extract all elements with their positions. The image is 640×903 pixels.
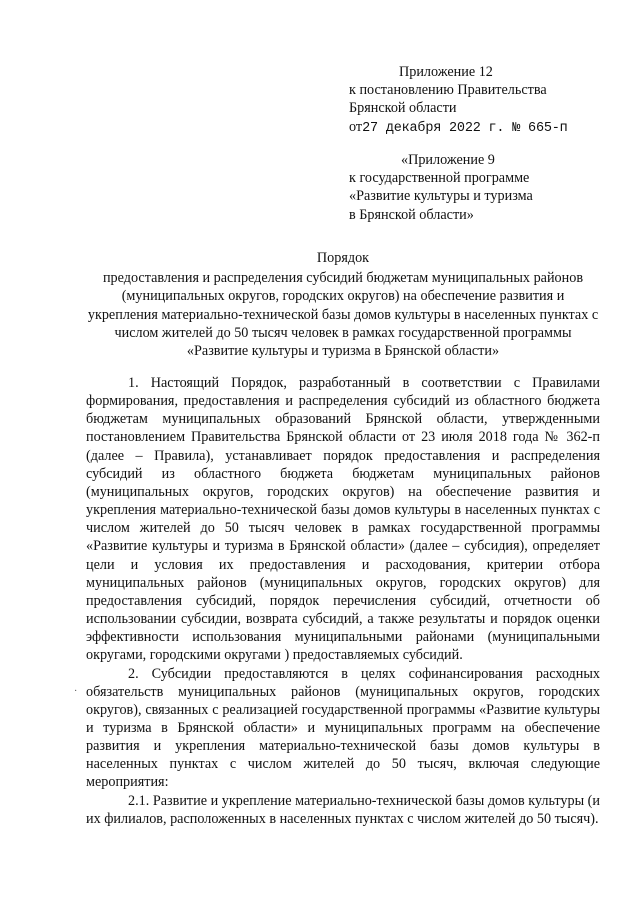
appendix-9-header xyxy=(349,151,619,224)
appendix-12-line3: Брянской области xyxy=(349,100,457,117)
appendix-12-line2: к постановлению Правительства xyxy=(349,82,547,99)
document-subtitle: предоставления и распределения субсидий бюджетам муниципальных районов (муниципальных округов, городских округов) на обеспечение развития и укрепления материально-технической базы домов культуры в населенных пунктах с числом жителей до 50 тысяч человек в рамках государственной программы «Развитие культуры и туризма в Брянской области» xyxy=(87,270,599,360)
appendix-9-title: «Приложение 9 xyxy=(401,152,495,168)
date-prefix: от xyxy=(349,118,363,135)
paragraph-2-1: 2.1. Развитие и укрепление материально-технической базы домов культуры (и их филиалов, расположенных в населенных пунктах с числом жителей до 50 тысяч). xyxy=(86,792,600,827)
appendix-12-title: Приложение 12 xyxy=(399,64,493,80)
appendix-9-line4: в Брянской области» xyxy=(349,206,474,223)
appendix-12-header xyxy=(349,63,619,138)
paragraph-2: 2. Субсидии предоставляются в целях софинансирования расходных обязательств муниципальных районов (муниципальных округов, городских округов), связанных с реализацией государственной программы «Развитие культуры и туризма в Брянской области» и муниципальных программ на обеспечение развития и укрепления материально-технической базы домов культуры в населенных пунктах с числом жителей до 50 тысяч, включая следующие мероприятия: xyxy=(86,665,600,791)
document-heading: Порядок xyxy=(316,250,370,266)
appendix-12-date-line xyxy=(349,118,619,138)
margin-mark: · xyxy=(74,686,78,697)
appendix-9-line2: к государственной программе xyxy=(349,170,530,187)
document-body xyxy=(86,374,600,828)
document-title-block xyxy=(86,249,600,360)
date-number-stamp: 27 декабря 2022 г. № 665-п xyxy=(362,120,568,136)
paragraph-1: 1. Настоящий Порядок, разработанный в соответствии с Правилами формирования, предоставления и распределения субсидий из областного бюджета бюджетам муниципальных образований Брянской области, утвержденными постановлением Правительства Брянской области от 23 июля 2018 года № 362-п (далее – Правила), устанавливает порядок предоставления и распределения субсидий из областного бюджета бюджетам муниципальных районов (муниципальных округов, городских округов) на обеспечение развития и укрепления материально-технической базы домов культуры в населенных пунктах с числом жителей до 50 тысяч человек в рамках государственной программы «Развитие культуры и туризма в Брянской области» (далее – субсидия), определяет цели и условия их предоставления и расходования, критерии отбора муниципальных районов (муниципальных округов, городских округов) для предоставления субсидий, порядок перечисления субсидий, отчетности об использовании субсидии, возврата субсидий, а также результаты и порядок оценки эффективности использования муниципальными районами (муниципальными округами, городскими округами ) предоставляемых субсидий. xyxy=(86,375,600,664)
appendix-9-line3: «Развитие культуры и туризма xyxy=(349,188,533,205)
